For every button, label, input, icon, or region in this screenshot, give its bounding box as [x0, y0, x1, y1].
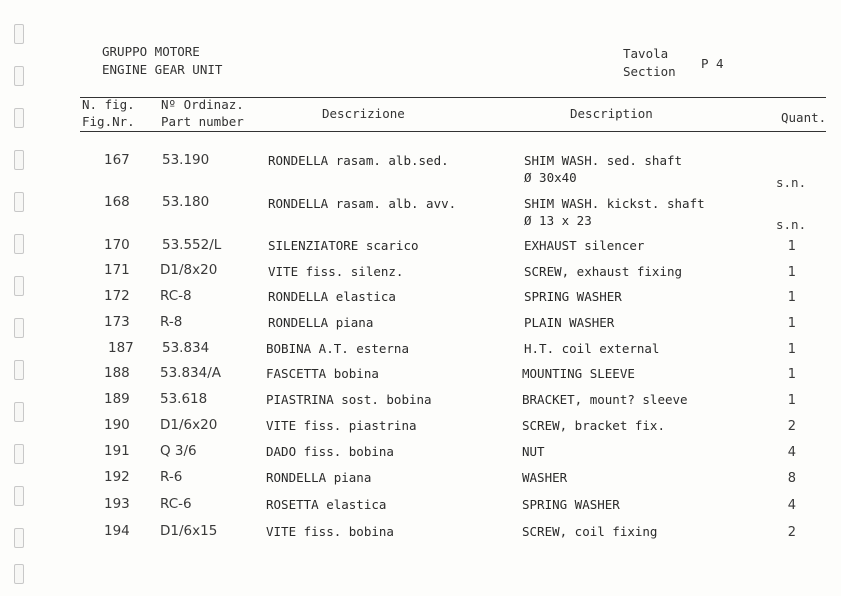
col-part-it: Nº Ordinaz.	[161, 97, 244, 112]
binder-hole	[14, 234, 24, 254]
row-descr-it: PIASTRINA sost. bobina	[266, 392, 432, 407]
row-descr-en: H.T. coil external	[524, 341, 660, 356]
row-part: D1/6x15	[160, 523, 218, 539]
group-title-it: GRUPPO MOTORE	[102, 44, 200, 59]
row-qty: 8	[787, 471, 796, 486]
row-fig: 171	[104, 262, 130, 278]
row-descr-it: RONDELLA piana	[268, 315, 374, 330]
row-qty: 1	[787, 393, 796, 408]
row-descr-en: SPRING WASHER	[522, 497, 620, 512]
binder-hole	[14, 444, 24, 464]
row-fig: 192	[104, 469, 130, 485]
binder-hole	[14, 402, 24, 422]
row-fig: 188	[104, 365, 130, 381]
row-qty: 1	[787, 290, 796, 305]
binder-hole	[14, 276, 24, 296]
row-part: 53.618	[160, 391, 208, 407]
col-descr-it: Descrizione	[322, 106, 405, 121]
row-qty: 1	[787, 367, 796, 382]
row-descr-it: ROSETTA elastica	[266, 497, 387, 512]
row-part: RC-6	[160, 496, 192, 512]
row-descr-it: VITE fiss. silenz.	[268, 264, 404, 279]
section-number: P 4	[701, 56, 724, 71]
row-part: D1/6x20	[160, 417, 218, 433]
row-part: RC-8	[160, 288, 192, 304]
row-fig: 170	[104, 237, 130, 253]
section-label: Section	[623, 64, 676, 79]
row-descr-it: BOBINA A.T. esterna	[266, 341, 409, 356]
row-descr-it: RONDELLA piana	[266, 470, 372, 485]
row-descr-en: PLAIN WASHER	[524, 315, 615, 330]
row-descr-en-2: Ø 30x40	[524, 170, 577, 185]
col-quant: Quant.	[781, 110, 827, 125]
row-descr-it: RONDELLA elastica	[268, 289, 396, 304]
row-descr-en: SCREW, coil fixing	[522, 524, 658, 539]
binder-hole	[14, 564, 24, 584]
row-part: R-6	[160, 469, 183, 485]
col-fig-it: N. fig.	[82, 97, 135, 112]
row-descr-en: EXHAUST silencer	[524, 238, 645, 253]
row-qty: 1	[787, 316, 796, 331]
row-fig: 191	[104, 443, 130, 459]
row-fig: 194	[104, 523, 130, 539]
row-qty: 4	[787, 498, 796, 513]
binder-hole	[14, 150, 24, 170]
binder-hole	[14, 24, 24, 44]
row-part: Q 3/6	[160, 443, 197, 459]
binder-hole	[14, 360, 24, 380]
row-descr-it: VITE fiss. piastrina	[266, 418, 417, 433]
row-fig: 172	[104, 288, 130, 304]
row-fig: 189	[104, 391, 130, 407]
row-descr-it: FASCETTA bobina	[266, 366, 379, 381]
row-qty: 1	[787, 239, 796, 254]
row-qty: 1	[787, 265, 796, 280]
binder-hole	[14, 192, 24, 212]
row-qty: 1	[787, 342, 796, 357]
row-descr-en: WASHER	[522, 470, 568, 485]
binder-hole	[14, 486, 24, 506]
binder-hole	[14, 108, 24, 128]
tavola-label: Tavola	[623, 46, 669, 61]
row-descr-it: RONDELLA rasam. alb.sed.	[268, 153, 449, 168]
row-fig: 193	[104, 496, 130, 512]
header-bottom-rule	[80, 131, 826, 132]
row-qty: s.n.	[776, 175, 807, 190]
row-part: 53.552/L	[162, 237, 222, 253]
row-descr-en: SHIM WASH. sed. shaft	[524, 153, 683, 168]
binder-hole	[14, 318, 24, 338]
binder-hole	[14, 66, 24, 86]
row-part: 53.834/A	[160, 365, 222, 381]
binder-holes	[14, 24, 24, 584]
row-fig: 168	[104, 194, 130, 210]
row-fig: 190	[104, 417, 130, 433]
row-part: 53.180	[162, 194, 210, 210]
row-part: 53.190	[162, 152, 210, 168]
row-descr-en: SHIM WASH. kickst. shaft	[524, 196, 705, 211]
binder-hole	[14, 528, 24, 548]
row-part: D1/8x20	[160, 262, 218, 278]
row-descr-en: SPRING WASHER	[524, 289, 622, 304]
row-descr-en: SCREW, exhaust fixing	[524, 264, 683, 279]
row-descr-it: SILENZIATORE scarico	[268, 238, 419, 253]
row-fig: 187	[108, 340, 134, 356]
row-part: R-8	[160, 314, 183, 330]
col-fig-en: Fig.Nr.	[82, 114, 135, 129]
row-descr-en: SCREW, bracket fix.	[522, 418, 665, 433]
row-descr-it: VITE fiss. bobina	[266, 524, 394, 539]
row-qty: 2	[787, 525, 796, 540]
row-descr-it: DADO fiss. bobina	[266, 444, 394, 459]
row-descr-en: MOUNTING SLEEVE	[522, 366, 635, 381]
row-fig: 167	[104, 152, 130, 168]
row-qty: 4	[787, 445, 796, 460]
row-fig: 173	[104, 314, 130, 330]
col-descr-en: Description	[570, 106, 653, 121]
row-qty: 2	[787, 419, 796, 434]
row-part: 53.834	[162, 340, 210, 356]
row-descr-en-2: Ø 13 x 23	[524, 213, 592, 228]
row-descr-en: NUT	[522, 444, 545, 459]
col-part-en: Part number	[161, 114, 244, 129]
row-descr-it: RONDELLA rasam. alb. avv.	[268, 196, 457, 211]
group-title-en: ENGINE GEAR UNIT	[102, 62, 223, 77]
row-descr-en: BRACKET, mount? sleeve	[522, 392, 688, 407]
row-qty: s.n.	[776, 217, 807, 232]
